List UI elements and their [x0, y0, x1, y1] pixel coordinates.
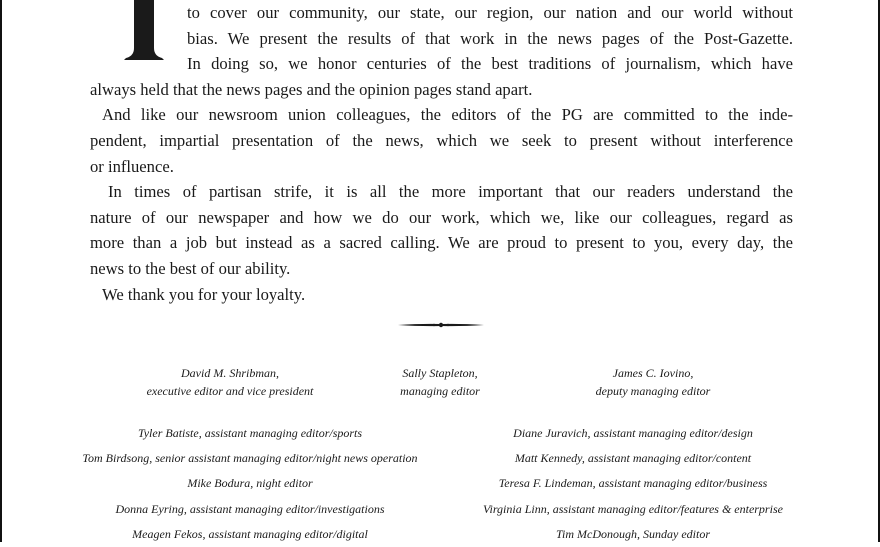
- staff-entry: Teresa F. Lindeman, assistant managing editor/business: [498, 476, 768, 491]
- signature-managing-editor: [370, 364, 510, 400]
- page-border-left: [0, 0, 2, 542]
- letter-body: [90, 0, 793, 307]
- staff-entry: Tim McDonough, Sunday editor: [556, 526, 710, 541]
- signature-title: managing editor: [400, 384, 480, 398]
- body-line: bias. We present the results of that work in the news pages of the Post-Gazette.: [187, 28, 793, 48]
- ornamental-rule: [396, 318, 486, 332]
- staff-entry: Tom Birdsong, senior assistant managing editor/night news operation: [82, 451, 418, 466]
- body-line: more than a job but instead as a sacred calling. We are proud to present to you, every day, the: [90, 233, 793, 253]
- signature-name: Sally Stapleton,: [402, 366, 478, 380]
- staff-entry: Mike Bodura, night editor: [187, 476, 313, 491]
- body-line: news to the best of our ability.: [90, 258, 291, 278]
- signature-executive-editor: [120, 364, 340, 400]
- body-line: And like our newsroom union colleagues, the editors of the PG are committed to the inde-: [102, 105, 793, 125]
- body-line: always held that the news pages and the opinion pages stand apart.: [90, 79, 533, 99]
- body-line: pendent, impartial presentation of the news, which we seek to present without interference: [90, 130, 793, 150]
- staff-list-left: [60, 421, 440, 547]
- body-line: We thank you for your loyalty.: [102, 284, 306, 304]
- signature-title: deputy managing editor: [595, 384, 711, 398]
- signature-name: James C. Iovino,: [612, 366, 694, 380]
- signature-deputy-managing-editor: [563, 364, 743, 400]
- body-line: nature of our newspaper and how we do our work, which we, like our colleagues, regard as: [90, 207, 793, 227]
- body-line: to cover our community, our state, our region, our nation and our world without: [187, 3, 793, 22]
- body-line: or influence.: [90, 156, 174, 176]
- signature-title: executive editor and vice president: [146, 384, 314, 398]
- staff-entry: Virginia Linn, assistant managing editor/features & enterprise: [483, 501, 783, 516]
- body-line: In doing so, we honor centuries of the best traditions of journalism, which have: [187, 54, 793, 74]
- staff-entry: Diane Juravich, assistant managing editor/design: [513, 426, 753, 440]
- body-line: In times of partisan strife, it is all the more important that our readers understand the: [108, 182, 793, 202]
- signature-name: David M. Shribman,: [181, 366, 279, 380]
- staff-entry: Meagen Fekos, assistant managing editor/digital: [132, 526, 368, 541]
- staff-entry: Donna Eyring, assistant managing editor/investigations: [115, 501, 385, 516]
- staff-entry: Tyler Batiste, assistant managing editor/sports: [137, 426, 363, 440]
- staff-list-right: [448, 421, 818, 547]
- staff-entry: Matt Kennedy, assistant managing editor/content: [514, 451, 752, 466]
